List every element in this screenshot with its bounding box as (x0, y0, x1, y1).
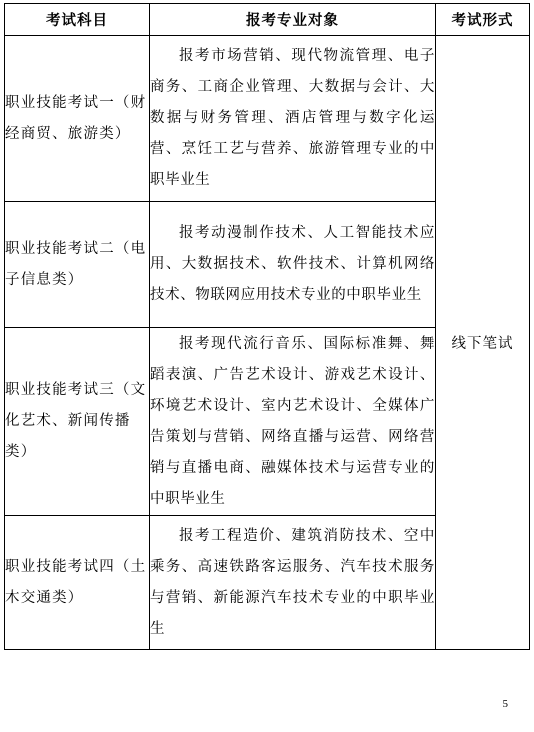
subject-cell: 职业技能考试三（文化艺术、新闻传播类） (5, 328, 150, 516)
target-majors-cell: 报考市场营销、现代物流管理、电子商务、工商企业管理、大数据与会计、大数据与财务管理、酒店管理与数字化运营、烹饪工艺与营养、旅游管理专业的中职毕业生 (150, 36, 436, 202)
subject-cell: 职业技能考试四（土木交通类） (5, 516, 150, 650)
page-number: 5 (502, 698, 508, 710)
subject-cell: 职业技能考试一（财经商贸、旅游类） (5, 36, 150, 202)
header-exam-format: 考试形式 (436, 4, 530, 36)
table-header-row (5, 4, 530, 36)
exam-format-cell: 线下笔试 (436, 36, 530, 650)
subject-cell: 职业技能考试二（电子信息类） (5, 202, 150, 328)
table-row (5, 36, 530, 202)
target-majors-cell: 报考工程造价、建筑消防技术、空中乘务、高速铁路客运服务、汽车技术服务与营销、新能源汽车技术专业的中职毕业生 (150, 516, 436, 650)
target-majors-cell: 报考动漫制作技术、人工智能技术应用、大数据技术、软件技术、计算机网络技术、物联网应用技术专业的中职毕业生 (150, 202, 436, 328)
exam-table (4, 3, 530, 650)
header-exam-subject: 考试科目 (5, 4, 150, 36)
target-majors-cell: 报考现代流行音乐、国际标准舞、舞蹈表演、广告艺术设计、游戏艺术设计、环境艺术设计、室内艺术设计、全媒体广告策划与营销、网络直播与运营、网络营销与直播电商、融媒体技术与运营专业的中职毕业生 (150, 328, 436, 516)
header-target-majors: 报考专业对象 (150, 4, 436, 36)
